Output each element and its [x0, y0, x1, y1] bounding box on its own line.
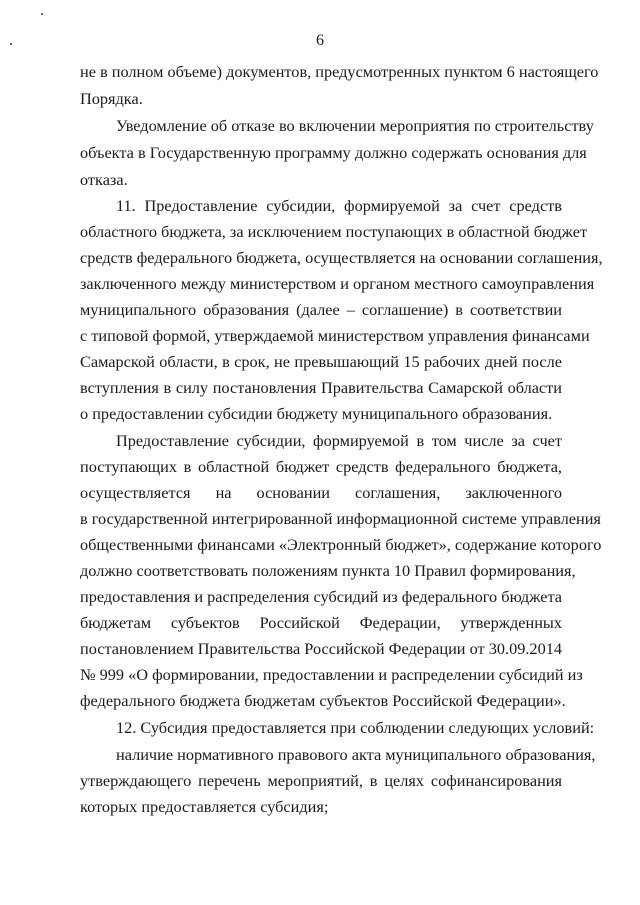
- text-line: Уведомление об отказе во включении мероприятия по строительству: [116, 116, 594, 135]
- text-line: 12. Субсидия предоставляется при соблюдении следующих условий:: [116, 718, 595, 737]
- text-line: средств федерального бюджета, осуществляется на основании соглашения,: [80, 248, 603, 267]
- text-line: Самарской области, в срок, не превышающий 15 рабочих дней после: [80, 352, 562, 371]
- text-line: должно соответствовать положениям пункта 10 Правил формирования,: [80, 561, 576, 580]
- text-line: в государственной интегрированной информационной системе управления: [80, 509, 601, 528]
- text-line: поступающих в областной бюджет средств федерального бюджета,: [80, 457, 562, 476]
- text-line: федерального бюджета бюджетам субъектов Российской Федерации».: [80, 691, 566, 710]
- text-line: постановлением Правительства Российской Федерации от 30.09.2014: [80, 639, 562, 658]
- text-line: бюджетам субъектов Российской Федерации, утвержденных: [80, 613, 562, 632]
- scan-speck: [41, 13, 43, 15]
- text-line: областного бюджета, за исключением поступающих в областной бюджет: [80, 222, 588, 241]
- text-line: объекта в Государственную программу должно содержать основания для: [80, 143, 587, 162]
- text-line: с типовой формой, утверждаемой министерством управления финансами: [80, 326, 590, 345]
- text-line: которых предоставляется субсидия;: [80, 797, 329, 816]
- text-line: муниципального образования (далее – соглашение) в соответствии: [80, 300, 562, 319]
- text-line: заключенного между министерством и органом местного самоуправления: [80, 274, 595, 293]
- text-line: вступления в силу постановления Правительства Самарской области: [80, 378, 562, 397]
- text-line: Порядка.: [80, 89, 143, 108]
- text-line: отказа.: [80, 170, 128, 189]
- text-line: № 999 «О формировании, предоставлении и распределении субсидий из: [80, 665, 583, 684]
- page-number: 6: [316, 32, 324, 49]
- text-line: осуществляется на основании соглашения, заключенного: [80, 483, 562, 502]
- text-line: утверждающего перечень мероприятий, в целях софинансирования: [80, 771, 562, 790]
- text-line: Предоставление субсидии, формируемой в том числе за счет: [116, 431, 562, 450]
- text-line: наличие нормативного правового акта муниципального образования,: [116, 745, 596, 764]
- text-line: о предоставлении субсидии бюджету муниципального образования.: [80, 404, 553, 423]
- text-line: 11. Предоставление субсидии, формируемой за счет средств: [116, 196, 562, 215]
- text-line: не в полном объеме) документов, предусмотренных пунктом 6 настоящего: [80, 62, 599, 81]
- text-line: предоставления и распределения субсидий из федерального бюджета: [80, 587, 562, 606]
- text-line: общественными финансами «Электронный бюджет», содержание которого: [80, 535, 602, 554]
